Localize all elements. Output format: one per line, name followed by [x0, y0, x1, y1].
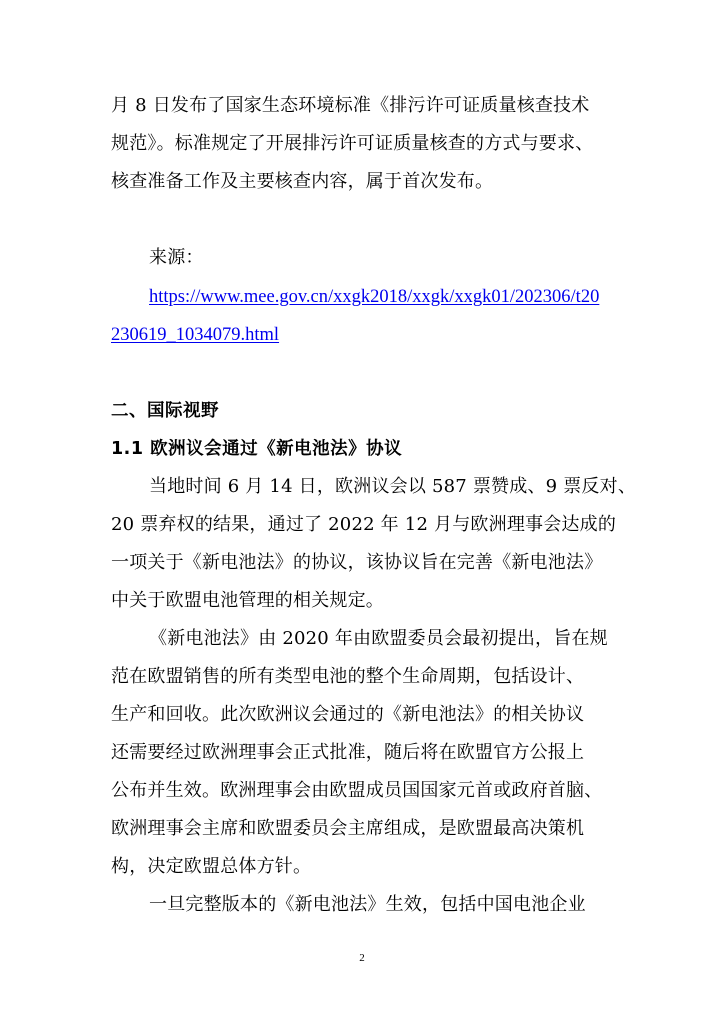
body-text-line: 核查准备工作及主要核查内容，属于首次发布。	[111, 171, 494, 192]
body-text-line: 范在欧盟销售的所有类型电池的整个生命周期，包括设计、	[111, 666, 585, 687]
body-text-line: 一旦完整版本的《新电池法》生效，包括中国电池企业	[149, 894, 586, 915]
body-text-line: 生产和回收。此次欧洲议会通过的《新电池法》的相关协议	[111, 704, 585, 725]
source-link[interactable]: https://www.mee.gov.cn/xxgk2018/xxgk/xxgk01/202306/t20	[149, 287, 600, 307]
body-text-line: 中关于欧盟电池管理的相关规定。	[111, 590, 384, 611]
source-label: 来源：	[149, 247, 204, 268]
body-text-line: 还需要经过欧洲理事会正式批准，随后将在欧盟官方公报上	[111, 742, 585, 763]
body-text-line: 一项关于《新电池法》的协议，该协议旨在完善《新电池法》	[111, 552, 603, 573]
body-text-line: 构，决定欧盟总体方针。	[111, 856, 312, 877]
body-text-line: 欧洲理事会主席和欧盟委员会主席组成，是欧盟最高决策机	[111, 818, 585, 839]
source-link-continuation[interactable]: 230619_1034079.html	[111, 325, 280, 345]
section-heading: 二、国际视野	[111, 401, 219, 421]
body-text-line: 公布并生效。欧洲理事会由欧盟成员国国家元首或政府首脑、	[111, 780, 603, 801]
subsection-heading: 1.1 欧洲议会通过《新电池法》协议	[111, 439, 403, 459]
body-text-line: 月 8 日发布了国家生态环境标准《排污许可证质量核查技术	[111, 95, 590, 116]
body-text-line: 规范》。标准规定了开展排污许可证质量核查的方式与要求、	[111, 133, 594, 154]
body-text-line: 20 票弃权的结果，通过了 2022 年 12 月与欧洲理事会达成的	[111, 514, 617, 535]
body-text-line: 当地时间 6 月 14 日，欧洲议会以 587 票赞成、9 票反对、	[149, 476, 637, 497]
body-text-line: 《新电池法》由 2020 年由欧盟委员会最初提出，旨在规	[149, 628, 608, 649]
page-number: 2	[359, 952, 365, 964]
